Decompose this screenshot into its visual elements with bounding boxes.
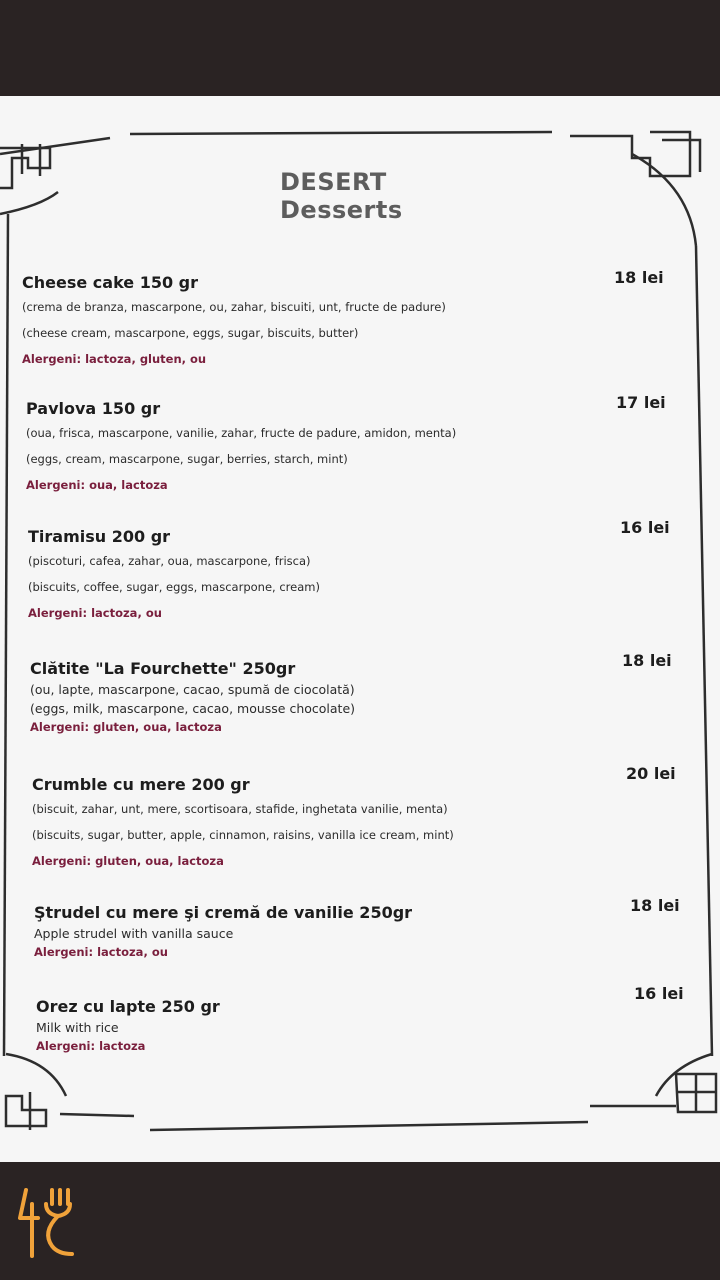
item-price: 17 lei — [616, 393, 666, 412]
item-desc-en: (eggs, cream, mascarpone, sugar, berries, starch, mint) — [26, 452, 348, 466]
item-price: 16 lei — [620, 518, 670, 537]
menu-title-en: Desserts — [280, 196, 403, 224]
item-name: Cheese cake 150 gr — [22, 273, 199, 292]
menu-item-tiramisu — [28, 526, 628, 626]
item-price: 20 lei — [626, 764, 676, 783]
menu-title — [280, 168, 403, 224]
menu-item-pavlova — [26, 398, 626, 498]
item-name: Ştrudel cu mere şi cremă de vanilie 250gr — [34, 903, 413, 922]
item-allergens: Alergeni: lactoza, ou — [34, 945, 168, 959]
menu-page — [0, 96, 720, 1162]
menu-item-crumble — [32, 774, 632, 874]
item-desc-ro: (biscuit, zahar, unt, mere, scortisoara, stafide, inghetata vanilie, menta) — [32, 802, 448, 816]
item-allergens: Alergeni: oua, lactoza — [26, 478, 168, 492]
item-desc-ro: (crema de branza, mascarpone, ou, zahar, biscuiti, unt, fructe de padure) — [22, 300, 446, 314]
item-desc-en: Apple strudel with vanilla sauce — [34, 926, 234, 941]
menu-item-clatite — [30, 658, 630, 737]
fork-logo-icon — [18, 1184, 88, 1260]
item-allergens: Alergeni: gluten, oua, lactoza — [32, 854, 224, 868]
bottom-dark-bar — [0, 1162, 720, 1280]
item-desc-ro: (ou, lapte, mascarpone, cacao, spumă de ciocolată) — [30, 682, 355, 697]
item-name: Crumble cu mere 200 gr — [32, 775, 250, 794]
item-price: 18 lei — [622, 651, 672, 670]
item-allergens: Alergeni: lactoza, gluten, ou — [22, 352, 207, 366]
item-price: 18 lei — [614, 268, 664, 287]
item-desc-ro: (oua, frisca, mascarpone, vanilie, zahar, fructe de padure, amidon, menta) — [26, 426, 457, 440]
item-name: Orez cu lapte 250 gr — [36, 997, 220, 1016]
menu-title-ro: DESERT — [280, 168, 387, 196]
item-allergens: Alergeni: gluten, oua, lactoza — [30, 720, 222, 734]
item-name: Clătite "La Fourchette" 250gr — [30, 659, 296, 678]
item-desc-ro: (piscoturi, cafea, zahar, oua, mascarpone, frisca) — [28, 554, 311, 568]
item-desc-en: (eggs, milk, mascarpone, cacao, mousse chocolate) — [30, 701, 356, 716]
item-desc-en: (biscuits, coffee, sugar, eggs, mascarpone, cream) — [28, 580, 320, 594]
item-price: 16 lei — [634, 984, 684, 1003]
item-price: 18 lei — [630, 896, 680, 915]
menu-item-cheesecake — [22, 272, 622, 372]
item-name: Pavlova 150 gr — [26, 399, 161, 418]
item-desc-en: (cheese cream, mascarpone, eggs, sugar, biscuits, butter) — [22, 326, 359, 340]
item-desc-en: (biscuits, sugar, butter, apple, cinnamon, raisins, vanilla ice cream, mint) — [32, 828, 454, 842]
item-allergens: Alergeni: lactoza — [36, 1039, 146, 1053]
item-allergens: Alergeni: lactoza, ou — [28, 606, 162, 620]
top-dark-bar — [0, 0, 720, 96]
menu-item-strudel — [34, 902, 634, 962]
item-name: Tiramisu 200 gr — [28, 527, 171, 546]
item-desc-en: Milk with rice — [36, 1020, 119, 1035]
menu-item-orez — [36, 996, 636, 1056]
